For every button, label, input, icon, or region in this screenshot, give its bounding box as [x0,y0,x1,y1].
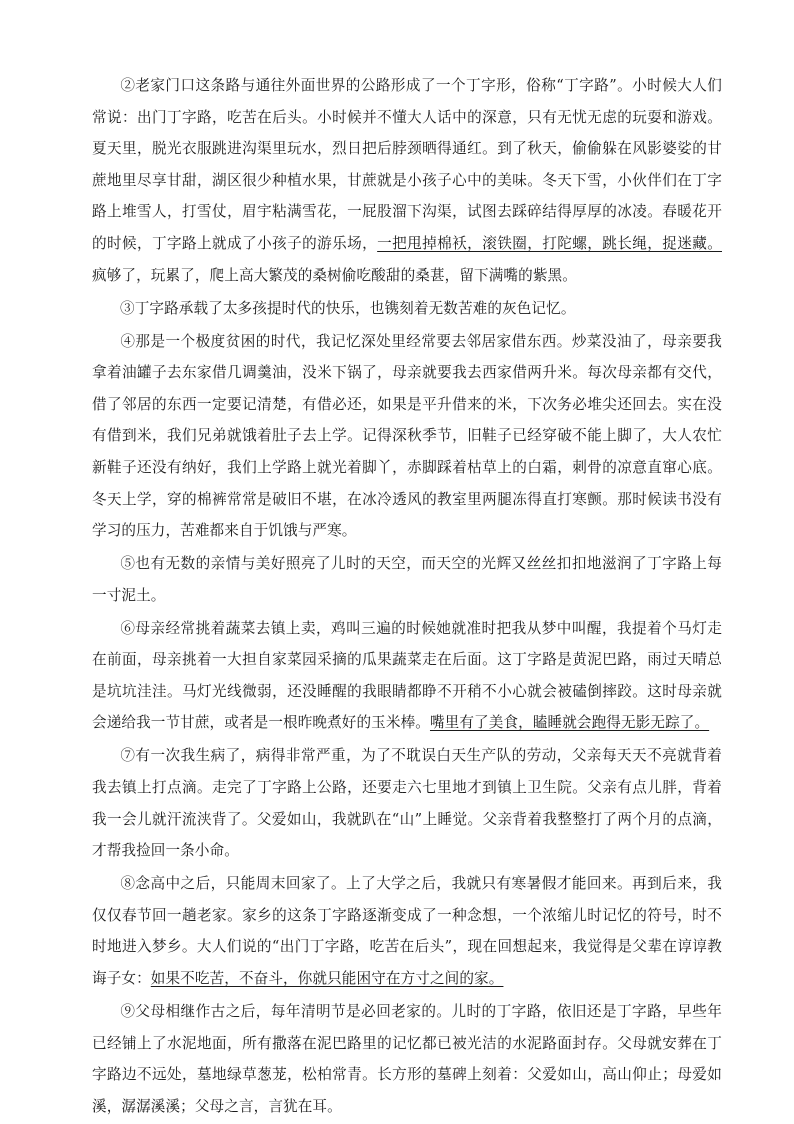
text-segment: ⑨父母相继作古之后，每年清明节是必回老家的。儿时的丁字路，依旧还是丁字路，早些年已经铺上了水泥地面，所有撒落在泥巴路里的记忆都已被光洁的水泥路面封存。父母就安葬在丁字路边不远处，墓地绿草葱茏，松柏常青。长方形的墓碑上刻着：父爱如山，高山仰止；母爱如溪，潺潺溪溪；父母之言，言犹在耳。 [92,1002,722,1115]
paragraph-9 [92,996,722,1122]
text-segment: ②老家门口这条路与通往外面世界的公路形成了一个丁字形，俗称“丁字路”。小时候大人们常说：出门丁字路，吃苦在后头。小时候并不懂大人话中的深意，只有无忧无虑的玩耍和游戏。夏天里，脱光衣服跳进沟渠里玩水，烈日把后脖颈晒得通红。到了秋天，偷偷躲在风影婆娑的甘蔗地里尽享甘甜，湖区很少种植水果，甘蔗就是小孩子心中的美味。冬天下雪，小伙伴们在丁字路上堆雪人，打雪仗，眉宇粘满雪花，一屁股溜下沟渠，试图去踩碎结得厚厚的冰凌。春暖花开的时候，丁字路上就成了小孩子的游乐场， [92,77,722,252]
text-segment: ⑦有一次我生病了，病得非常严重，为了不耽误白天生产队的劳动，父亲每天天不亮就背着我去镇上打点滴。走完了丁字路上公路，还要走六七里地才到镇上卫生院。父亲有点儿胖，背着我一会儿就汗流浃背了。父爱如山，我就趴在“山”上睡觉。父亲背着我整整打了两个月的点滴，才帮我捡回一条小命。 [92,747,722,860]
text-segment: ⑧念高中之后，只能周末回家了。上了大学之后，我就只有寒暑假才能回来。再到后来，我仅仅春节回一趟老家。家乡的这条丁字路逐渐变成了一种念想，一个浓缩儿时记忆的符号，时不时地进入梦乡。大人们说的“出门丁字路，吃苦在后头”，现在回想起来，我觉得是父辈在谆谆教诲子女： [92,875,722,987]
paragraph-5 [92,548,722,611]
underlined-text: 如果不吃苦，不奋斗，你就只能困守在方寸之间的家。 [150,969,504,987]
paragraph-3 [92,293,722,325]
underlined-text: 嘴里有了美食，瞌睡就会跑得无影无踪了。 [429,714,710,732]
paragraph-7 [92,740,722,866]
text-segment: ⑥母亲经常挑着蔬菜去镇上卖，鸡叫三遍的时候她就准时把我从梦中叫醒，我提着个马灯走在前面，母亲挑着一大担自家菜园采摘的瓜果蔬菜走在后面。这丁字路是黄泥巴路，雨过天晴总是坑坑洼洼。马灯光线微弱，还没睡醒的我眼睛都睁不开稍不小心就会被磕倒摔跤。这时母亲就会递给我一节甘蔗，或者是一根昨晚煮好的玉米棒。 [92,619,722,732]
text-segment: ⑤也有无数的亲情与美好照亮了儿时的天空，而天空的光辉又丝丝扣扣地滋润了丁字路上每一寸泥土。 [92,555,722,604]
text-segment: 疯够了，玩累了，爬上高大繁茂的桑树偷吃酸甜的桑葚，留下满嘴的紫黑。 [92,266,577,284]
text-segment: ④那是一个极度贫困的时代，我记忆深处里经常要去邻居家借东西。炒菜没油了，母亲要我拿着油罐子去东家借几调羹油，没米下锅了，母亲就要我去西家借两升米。每次母亲都有交代，借了邻居的东西一定要记清楚，有借必还，如果是平升借来的米，下次务必堆尖还回去。实在没有借到米，我们兄弟就饿着肚子去上学。记得深秋季节，旧鞋子已经穿破不能上脚了，大人农忙新鞋子还没有纳好，我们上学路上就光着脚丫，赤脚踩着枯草上的白霜，刺骨的凉意直窜心底。冬天上学，穿的棉裤常常是破旧不堪，在冰冷透风的教室里两腿冻得直打寒颤。那时候读书没有学习的压力，苦难都来自于饥饿与严寒。 [92,332,722,540]
underlined-text: 一把甩掉棉袄，滚铁圈，打陀螺，跳长绳，捉迷藏。 [377,234,722,252]
paragraph-6 [92,613,722,739]
text-segment: ③丁字路承载了太多孩提时代的快乐，也镌刻着无数苦难的灰色记忆。 [120,299,576,317]
paragraph-4 [92,326,722,547]
paragraph-2 [92,70,722,291]
article-body [92,70,722,1124]
paragraph-8 [92,868,722,994]
